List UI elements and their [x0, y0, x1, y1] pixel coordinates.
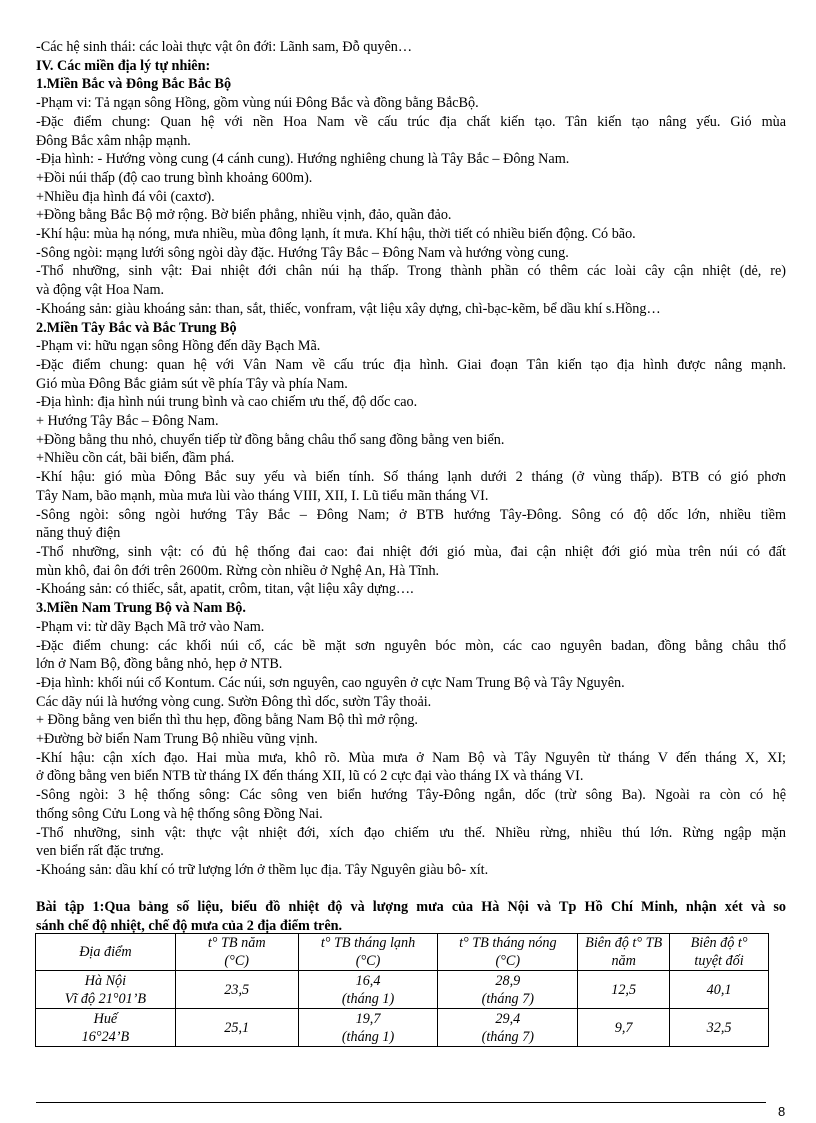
- text-line: +Đường bờ biển Nam Trung Bộ nhiều vũng vịnh.: [36, 731, 318, 748]
- text-line: -Thổ nhưỡng, sinh vật: Đai nhiệt đới chân núi hạ thấp. Trong thành phần có thêm các loài cây cận nhiệt (dẻ, re): [36, 263, 786, 280]
- table-header-row: [36, 934, 769, 971]
- text-line: +Nhiều cồn cát, bãi biển, đầm phá.: [36, 450, 235, 467]
- text-line: +Đồi núi thấp (độ cao trung bình khoảng 600m).: [36, 169, 313, 186]
- cell-text: 16,4: [355, 972, 381, 989]
- table-header-cell: [298, 934, 438, 971]
- text-line: -Phạm vi: Tả ngạn sông Hồng, gồm vùng núi Đông Bắc và đồng bằng BắcBộ.: [36, 95, 479, 112]
- cell-text: 19,7: [355, 1010, 381, 1027]
- section-heading: 2.Miền Tây Bắc và Bắc Trung Bộ: [36, 319, 237, 336]
- page-number: 8: [778, 1104, 786, 1119]
- cell-text: 32,5: [706, 1019, 732, 1036]
- text-line: -Khí hậu: cận xích đạo. Hai mùa mưa, khô rõ. Mùa mưa ở Nam Bộ và Tây Nguyên từ tháng V đến tháng X, XI;: [36, 749, 786, 766]
- cell-text: Hà Nội: [84, 972, 127, 989]
- text-line: thống sông Cửu Long và hệ thống sông Đồng Nai.: [36, 805, 323, 822]
- table-cell: [438, 1009, 578, 1047]
- table-header-cell: [438, 934, 578, 971]
- section-heading: 3.Miền Nam Trung Bộ và Nam Bộ.: [36, 600, 246, 617]
- text-line: -Phạm vi: từ dãy Bạch Mã trở vào Nam.: [36, 618, 265, 635]
- text-line: -Đặc điểm chung: Quan hệ với nền Hoa Nam về cấu trúc địa chất kiến tạo. Tân kiến tạo nâng yếu. Gió mùa: [36, 113, 786, 130]
- cell-text: 12,5: [611, 981, 637, 998]
- cell-text: 9,7: [614, 1019, 633, 1036]
- table-cell: [298, 1009, 438, 1047]
- cell-text: 29,4: [495, 1010, 521, 1027]
- text-line: -Khoáng sản: dầu khí có trữ lượng lớn ở thềm lục địa. Tây Nguyên giàu bô- xít.: [36, 861, 489, 878]
- text-line: năng thuỷ điện: [36, 525, 121, 542]
- cell-text: 40,1: [706, 981, 732, 998]
- header-text: tuyệt đối: [694, 953, 744, 969]
- text-line: -Thổ nhưỡng, sinh vật: thực vật nhiệt đới, xích đạo chiếm ưu thế. Nhiều rừng, nhiều thú lớn. Rừng ngập mặn: [36, 824, 786, 841]
- table-header-cell: [175, 934, 298, 971]
- text-line: Tây Nam, bão mạnh, mùa mưa lùi vào tháng VIII, XII, I. Lũ tiểu mãn tháng VI.: [36, 487, 489, 504]
- text-line: ở đồng bằng ven biển NTB từ tháng IX đến tháng XII, lũ có 2 cực đại vào tháng IX và tháng VI.: [36, 768, 584, 785]
- text-line: -Địa hình: - Hướng vòng cung (4 cánh cung). Hướng nghiêng chung là Tây Bắc – Đông Nam.: [36, 151, 570, 168]
- cell-text: (tháng 1): [341, 1028, 395, 1045]
- text-line: -Đặc điểm chung: quan hệ với Vân Nam về cấu trúc địa hình. Giai đoạn Tân kiến tạo địa hình được nâng mạnh.: [36, 356, 786, 373]
- document-body: [36, 38, 786, 880]
- exercise-line: sánh chế độ nhiệt, chế độ mưa của 2 địa điểm trên.: [36, 917, 343, 934]
- text-line: ven biển rất đặc trưng.: [36, 843, 164, 860]
- text-line: +Nhiều địa hình đá vôi (caxtơ).: [36, 188, 215, 205]
- table-cell: [578, 971, 670, 1009]
- table-cell: [670, 1009, 769, 1047]
- table-header-cell: [670, 934, 769, 971]
- table-cell: [578, 1009, 670, 1047]
- cell-text: (tháng 7): [481, 990, 535, 1007]
- cell-text: Huế: [93, 1010, 118, 1027]
- table-cell: [438, 971, 578, 1009]
- text-line: Đông Bắc xâm nhập mạnh.: [36, 132, 191, 149]
- cell-text: Vĩ độ 21°01’B: [64, 990, 147, 1007]
- text-line: -Khoáng sản: có thiếc, sắt, apatit, crôm, titan, vật liệu xây dựng….: [36, 581, 414, 598]
- text-line: mùn khô, đai ôn đới trên 2600m. Rừng còn nhiều ở Nghệ An, Hà Tĩnh.: [36, 562, 440, 579]
- text-line: -Địa hình: khối núi cổ Kontum. Các núi, sơn nguyên, cao nguyên ở cực Nam Trung Bộ và Tây Nguyên.: [36, 674, 625, 691]
- exercise-heading: [36, 898, 786, 935]
- header-text: Địa điểm: [79, 944, 132, 960]
- header-text: (°C): [495, 953, 521, 969]
- text-line: -Thổ nhưỡng, sinh vật: có đủ hệ thống đai cao: đai nhiệt đới gió mùa, đai cận nhiệt đới gió mùa trên núi có đất: [36, 543, 786, 560]
- header-text: t° TB tháng nóng: [459, 935, 557, 951]
- table-cell: [36, 1009, 176, 1047]
- text-line: -Khoáng sản: giàu khoáng sản: than, sắt, thiếc, vonfram, vật liệu xây dựng, chì-bạc-kẽm, bể dầu khí s.Hồng…: [36, 300, 661, 317]
- table-cell: [298, 971, 438, 1009]
- cell-text: (tháng 1): [341, 990, 395, 1007]
- table-cell: [36, 971, 176, 1009]
- table-cell: [175, 971, 298, 1009]
- header-text: (°C): [355, 953, 381, 969]
- table-header-cell: [578, 934, 670, 971]
- header-text: t° TB năm: [207, 935, 266, 951]
- table-cell: [175, 1009, 298, 1047]
- exercise-line: Bài tập 1:Qua bảng số liệu, biểu đồ nhiệt độ và lượng mưa của Hà Nội và Tp Hồ Chí Minh, nhận xét và so: [36, 899, 786, 915]
- text-line: -Phạm vi: hữu ngạn sông Hồng đến dãy Bạch Mã.: [36, 338, 321, 355]
- cell-text: 25,1: [224, 1019, 250, 1036]
- text-line: + Hướng Tây Bắc – Đông Nam.: [36, 413, 219, 430]
- text-line: -Địa hình: địa hình núi trung bình và cao chiếm ưu thế, độ dốc cao.: [36, 394, 418, 411]
- text-line: lớn ở Nam Bộ, đồng bằng nhỏ, hẹp ở NTB.: [36, 656, 283, 673]
- section-heading: IV. Các miền địa lý tự nhiên:: [36, 57, 211, 74]
- text-line: -Các hệ sinh thái: các loài thực vật ôn đới: Lãnh sam, Đỗ quyên…: [36, 39, 413, 55]
- text-line: -Đặc điểm chung: các khối núi cổ, các bề mặt sơn nguyên bóc mòn, các cao nguyên badan, đồng bằng châu thổ: [36, 637, 786, 654]
- header-text: Biên độ t° TB: [585, 935, 663, 951]
- cell-text: (tháng 7): [481, 1028, 535, 1045]
- table-header-cell: [36, 934, 176, 971]
- text-line: +Đồng bằng thu nhỏ, chuyển tiếp từ đồng bằng châu thổ sang đồng bằng ven biển.: [36, 431, 505, 448]
- header-text: năm: [611, 953, 636, 969]
- cell-text: 16°24’B: [81, 1028, 130, 1045]
- text-line: -Sông ngòi: 3 hệ thống sông: Các sông ven biển hướng Tây-Đông ngắn, dốc (trừ sông Ba). Ngoài ra còn có hệ: [36, 787, 786, 804]
- table-row: [36, 971, 769, 1009]
- text-line: -Sông ngòi: sông ngòi hướng Tây Bắc – Đông Nam; ở BTB hướng Tây-Đông. Sông có độ dốc lớn, nhiều tiềm: [36, 506, 786, 523]
- section-heading: 1.Miền Bắc và Đông Bắc Bắc Bộ: [36, 76, 232, 93]
- text-line: và động vật Hoa Nam.: [36, 282, 165, 299]
- header-text: t° TB tháng lạnh: [320, 935, 416, 951]
- cell-text: 28,9: [495, 972, 521, 989]
- table-row: [36, 1009, 769, 1047]
- climate-table: [35, 933, 769, 1047]
- header-text: Biên độ t°: [690, 935, 748, 951]
- footer-rule: [36, 1102, 766, 1103]
- cell-text: 23,5: [224, 981, 250, 998]
- text-line: -Khí hậu: mùa hạ nóng, mưa nhiều, mùa đông lạnh, ít mưa. Khí hậu, thời tiết có nhiều biến động. Có bão.: [36, 226, 636, 243]
- text-line: +Đồng bằng Bắc Bộ mở rộng. Bờ biển phẳng, nhiều vịnh, đảo, quần đảo.: [36, 207, 452, 224]
- table-cell: [670, 971, 769, 1009]
- text-line: Gió mùa Đông Bắc giảm sút về phía Tây và phía Nam.: [36, 375, 348, 392]
- text-line: Các dãy núi là hướng vòng cung. Sườn Đông thì dốc, sườn Tây thoải.: [36, 693, 432, 710]
- header-text: (°C): [224, 953, 250, 969]
- text-line: + Đồng bằng ven biển thì thu hẹp, đồng bằng Nam Bộ thì mở rộng.: [36, 712, 418, 729]
- text-line: -Khí hậu: gió mùa Đông Bắc suy yếu và biến tính. Số tháng lạnh dưới 2 tháng (ở vùng thấp). BTB có gió phơn: [36, 469, 786, 486]
- text-line: -Sông ngòi: mạng lưới sông ngòi dày đặc. Hướng Tây Bắc – Đông Nam và hướng vòng cung.: [36, 244, 569, 261]
